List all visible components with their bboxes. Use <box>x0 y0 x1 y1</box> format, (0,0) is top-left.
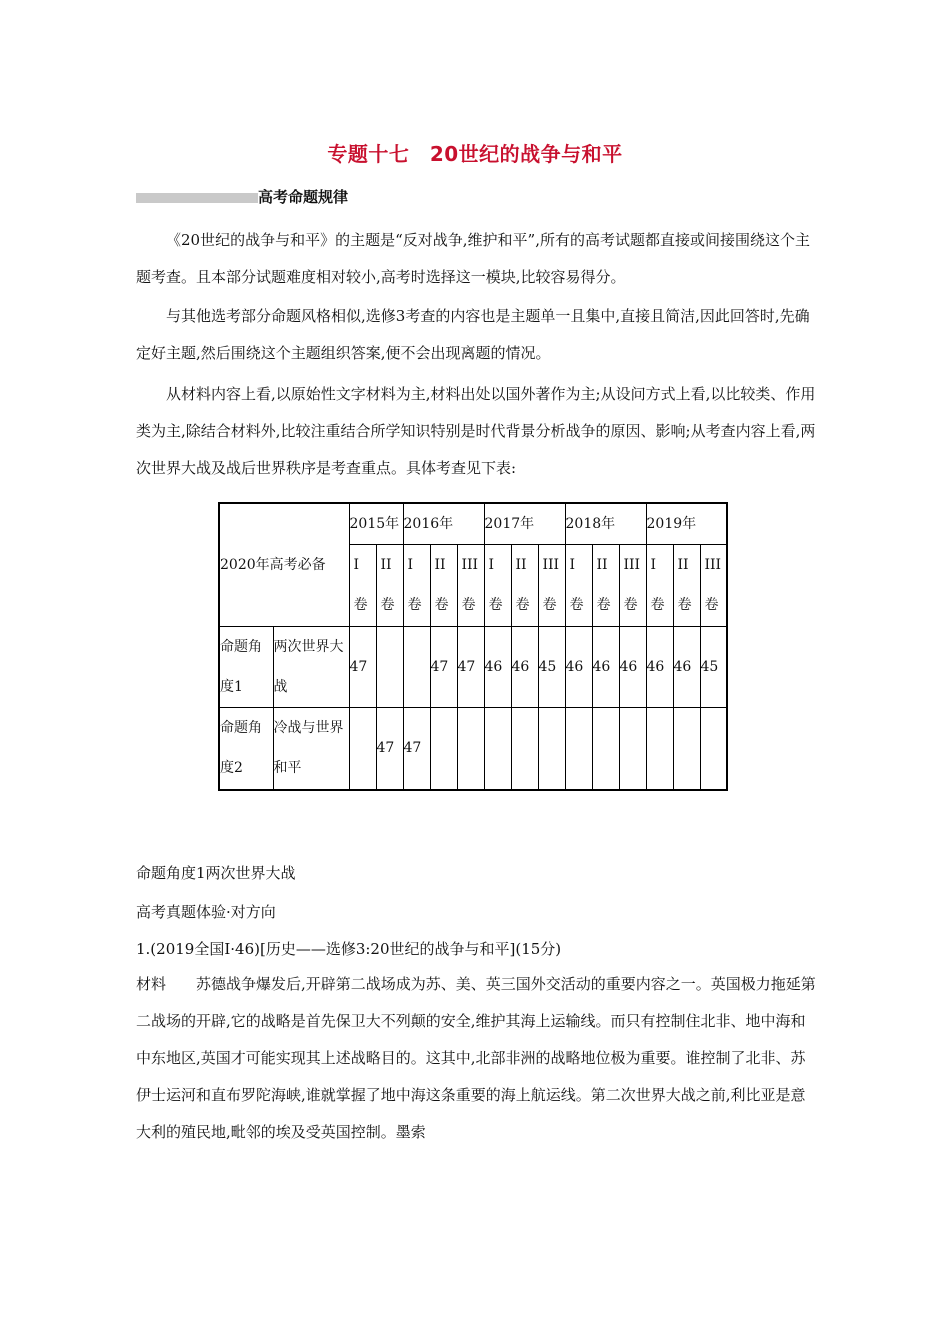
section-heading: 高考命题规律 <box>258 188 349 206</box>
page-title: 专题十七 20世纪的战争与和平 <box>327 142 623 166</box>
table-cell <box>700 708 727 790</box>
paper-header <box>484 545 511 627</box>
paper-label: III卷 <box>461 557 479 613</box>
paper-header <box>565 545 592 627</box>
table-cell <box>646 708 673 790</box>
table-cell <box>484 708 511 790</box>
table-cell <box>457 708 484 790</box>
year-header: 2015年 <box>349 503 403 545</box>
table-cell <box>592 708 619 790</box>
paper-header <box>592 545 619 627</box>
section-bar <box>136 193 258 203</box>
row-label: 命题角度1 <box>219 627 273 708</box>
paper-label: I卷 <box>488 557 503 613</box>
paper-label: III卷 <box>623 557 641 613</box>
table-cell: 46 <box>484 627 511 708</box>
table-cell: 47 <box>349 627 376 708</box>
table-cell <box>349 708 376 790</box>
paper-header <box>349 545 376 627</box>
exam-table <box>218 502 728 791</box>
table-cell: 47 <box>403 708 430 790</box>
angle-heading: 命题角度1两次世界大战 <box>136 864 296 882</box>
table-cell <box>565 708 592 790</box>
year-header: 2016年 <box>403 503 484 545</box>
question-header: 1.(2019全国Ⅰ·46)[历史——选修3:20世纪的战争与和平](15分) <box>136 940 562 958</box>
row-topic: 冷战与世界和平 <box>273 708 349 790</box>
table-cell: 46 <box>511 627 538 708</box>
paper-header <box>619 545 646 627</box>
year-header: 2019年 <box>646 503 727 545</box>
paper-header <box>538 545 565 627</box>
paragraph-3: 从材料内容上看,以原始性文字材料为主,材料出处以国外著作为主;从设问方式上看,以比较类、作用类为主,除结合材料外,比较注重结合所学知识特别是时代背景分析战争的原因、影响;从考查内容上看,两次世界大战及战后世界秩序是考查重点。具体考查见下表: <box>136 385 816 477</box>
paragraph-2: 与其他选考部分命题风格相似,选修3考查的内容也是主题单一且集中,直接且简洁,因此回答时,先确定好主题,然后围绕这个主题组织答案,便不会出现离题的情况。 <box>136 307 810 362</box>
paper-header <box>457 545 484 627</box>
paper-label: II卷 <box>380 557 395 613</box>
table-cell <box>430 708 457 790</box>
paper-header <box>700 545 727 627</box>
table-cell: 46 <box>565 627 592 708</box>
material-label: 材料 <box>136 975 167 993</box>
paper-header <box>403 545 430 627</box>
table-cell: 47 <box>430 627 457 708</box>
paper-label: I卷 <box>650 557 665 613</box>
table-cell <box>673 708 700 790</box>
paper-header <box>376 545 403 627</box>
paper-header <box>646 545 673 627</box>
table-cell: 47 <box>457 627 484 708</box>
material-text: 苏德战争爆发后,开辟第二战场成为苏、美、英三国外交活动的重要内容之一。英国极力拖延第二战场的开辟,它的战略是首先保卫大不列颠的安全,维护其海上运输线。而只有控制住北非、地中海和中东地区,英国才可能实现其上述战略目的。这其中,北部非洲的战略地位极为重要。谁控制了北非、苏伊士运河和直布罗陀海峡,谁就掌握了地中海这条重要的海上航运线。第二次世界大战之前,利比亚是意大利的殖民地,毗邻的埃及受英国控制。墨索 <box>136 975 816 1141</box>
table-cell <box>619 708 646 790</box>
table-cell: 46 <box>646 627 673 708</box>
paper-header <box>511 545 538 627</box>
paper-header <box>430 545 457 627</box>
paper-label: II卷 <box>515 557 530 613</box>
table-cell <box>403 627 430 708</box>
row-topic: 两次世界大战 <box>273 627 349 708</box>
paper-label: III卷 <box>704 557 722 613</box>
paper-label: I卷 <box>353 557 368 613</box>
table-cell <box>376 627 403 708</box>
paragraph-1: 《20世纪的战争与和平》的主题是“反对战争,维护和平”,所有的高考试题都直接或间接围绕这个主题考查。且本部分试题难度相对较小,高考时选择这一模块,比较容易得分。 <box>136 231 810 286</box>
paper-header <box>673 545 700 627</box>
paper-label: II卷 <box>596 557 611 613</box>
year-header: 2018年 <box>565 503 646 545</box>
paper-label: II卷 <box>434 557 449 613</box>
subheading: 高考真题体验·对方向 <box>136 903 276 921</box>
table-cell: 45 <box>700 627 727 708</box>
paper-label: II卷 <box>677 557 692 613</box>
table-cell <box>538 708 565 790</box>
paper-label: I卷 <box>407 557 422 613</box>
row-label: 命题角度2 <box>219 708 273 790</box>
paper-label: III卷 <box>542 557 560 613</box>
table-cell: 46 <box>592 627 619 708</box>
table-cell: 46 <box>673 627 700 708</box>
table-cell: 45 <box>538 627 565 708</box>
paper-label: I卷 <box>569 557 584 613</box>
material-block <box>136 966 816 1151</box>
year-header: 2017年 <box>484 503 565 545</box>
table-cell: 46 <box>619 627 646 708</box>
table-corner: 2020年高考必备 <box>219 503 349 627</box>
table-cell <box>511 708 538 790</box>
table-cell: 47 <box>376 708 403 790</box>
